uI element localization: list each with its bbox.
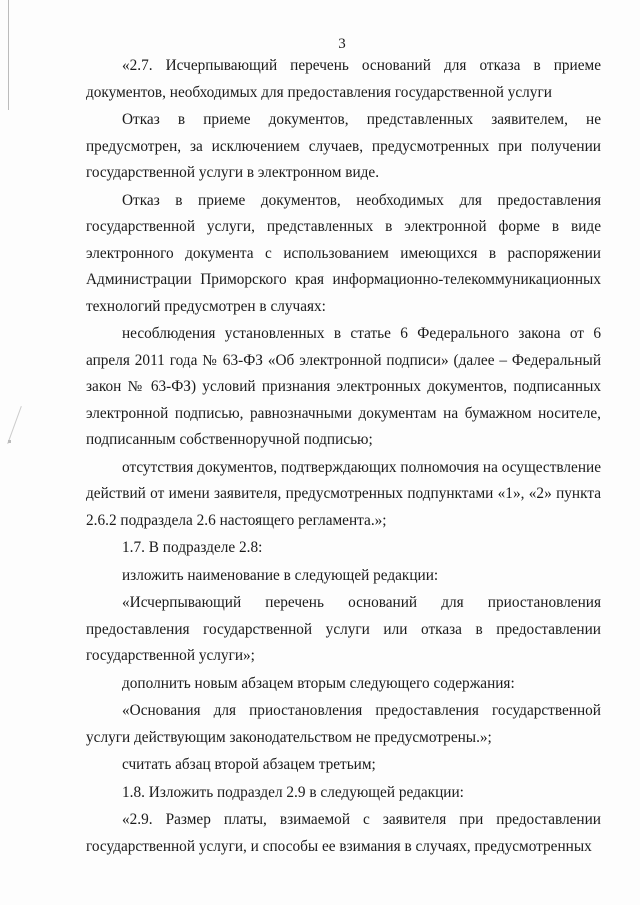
paragraph-refusal-electronic: Отказ в приеме документов, необходимых для предоставления государственной услуги, представленных в электронной форме в виде электронного документа с использованием имеющихся в распоряжении Администрации Приморского края информационно-телекоммуникационных технологий предусмотрен в случаях: xyxy=(86,191,601,315)
paragraph-title-instruction: изложить наименование в следующей редакции: xyxy=(122,566,439,584)
paragraph-missing-authority: отсутствия документов, подтверждающих полномочия на осуществление действий от имени заявителя, предусмотренных подпунктами «1», «2» пункта 2.6.2 подраздела 2.6 настоящего регламента.»; xyxy=(86,458,601,529)
scan-artifact-dot xyxy=(8,440,11,443)
page-number: 3 xyxy=(338,36,346,52)
page-edge-mark xyxy=(8,0,9,110)
paragraph-1-7: 1.7. В подразделе 2.8: xyxy=(122,539,263,556)
paragraph-new-title: «Исчерпывающий перечень оснований для приостановления предоставления государственной услуги или отказа в предоставлении государственной услуги»; xyxy=(86,594,601,664)
paragraph-1-8: 1.8. Изложить подраздел 2.9 в следующей редакции: xyxy=(122,783,464,801)
paragraph-2-7-heading: «2.7. Исчерпывающий перечень оснований для отказа в приеме документов, необходимых для предоставления государственной услуги xyxy=(86,57,601,101)
paragraph-refusal-not-provided: Отказ в приеме документов, представленных заявителем, не предусмотрен, за исключением случаев, предусмотренных при получении государственной услуги в электронном виде. xyxy=(86,111,601,181)
document-body xyxy=(86,53,601,860)
paragraph-signature-noncompliance: несоблюдения установленных в статье 6 Федерального закона от 6 апреля 2011 года № 63-ФЗ «Об электронной подписи» (далее – Федеральный закон № 63-ФЗ) условий признания электронных документов, подписанных электронной подписью, равнозначными документам на бумажном носителе, подписанным собственноручной подписью; xyxy=(86,325,601,448)
paragraph-suspension-grounds: «Основания для приостановления предоставления государственной услуги действующим законодательством не предусмотрены.»; xyxy=(86,702,601,746)
scan-artifact xyxy=(7,406,22,444)
paragraph-renumber: считать абзац второй абзацем третьим; xyxy=(122,756,376,773)
paragraph-add-second: дополнить новым абзацем вторым следующего содержания: xyxy=(122,674,515,692)
paragraph-2-9-fee: «2.9. Размер платы, взимаемой с заявителя при предоставлении государственной услуги, и способы ее взимания в случаях, предусмотренных xyxy=(86,811,601,855)
